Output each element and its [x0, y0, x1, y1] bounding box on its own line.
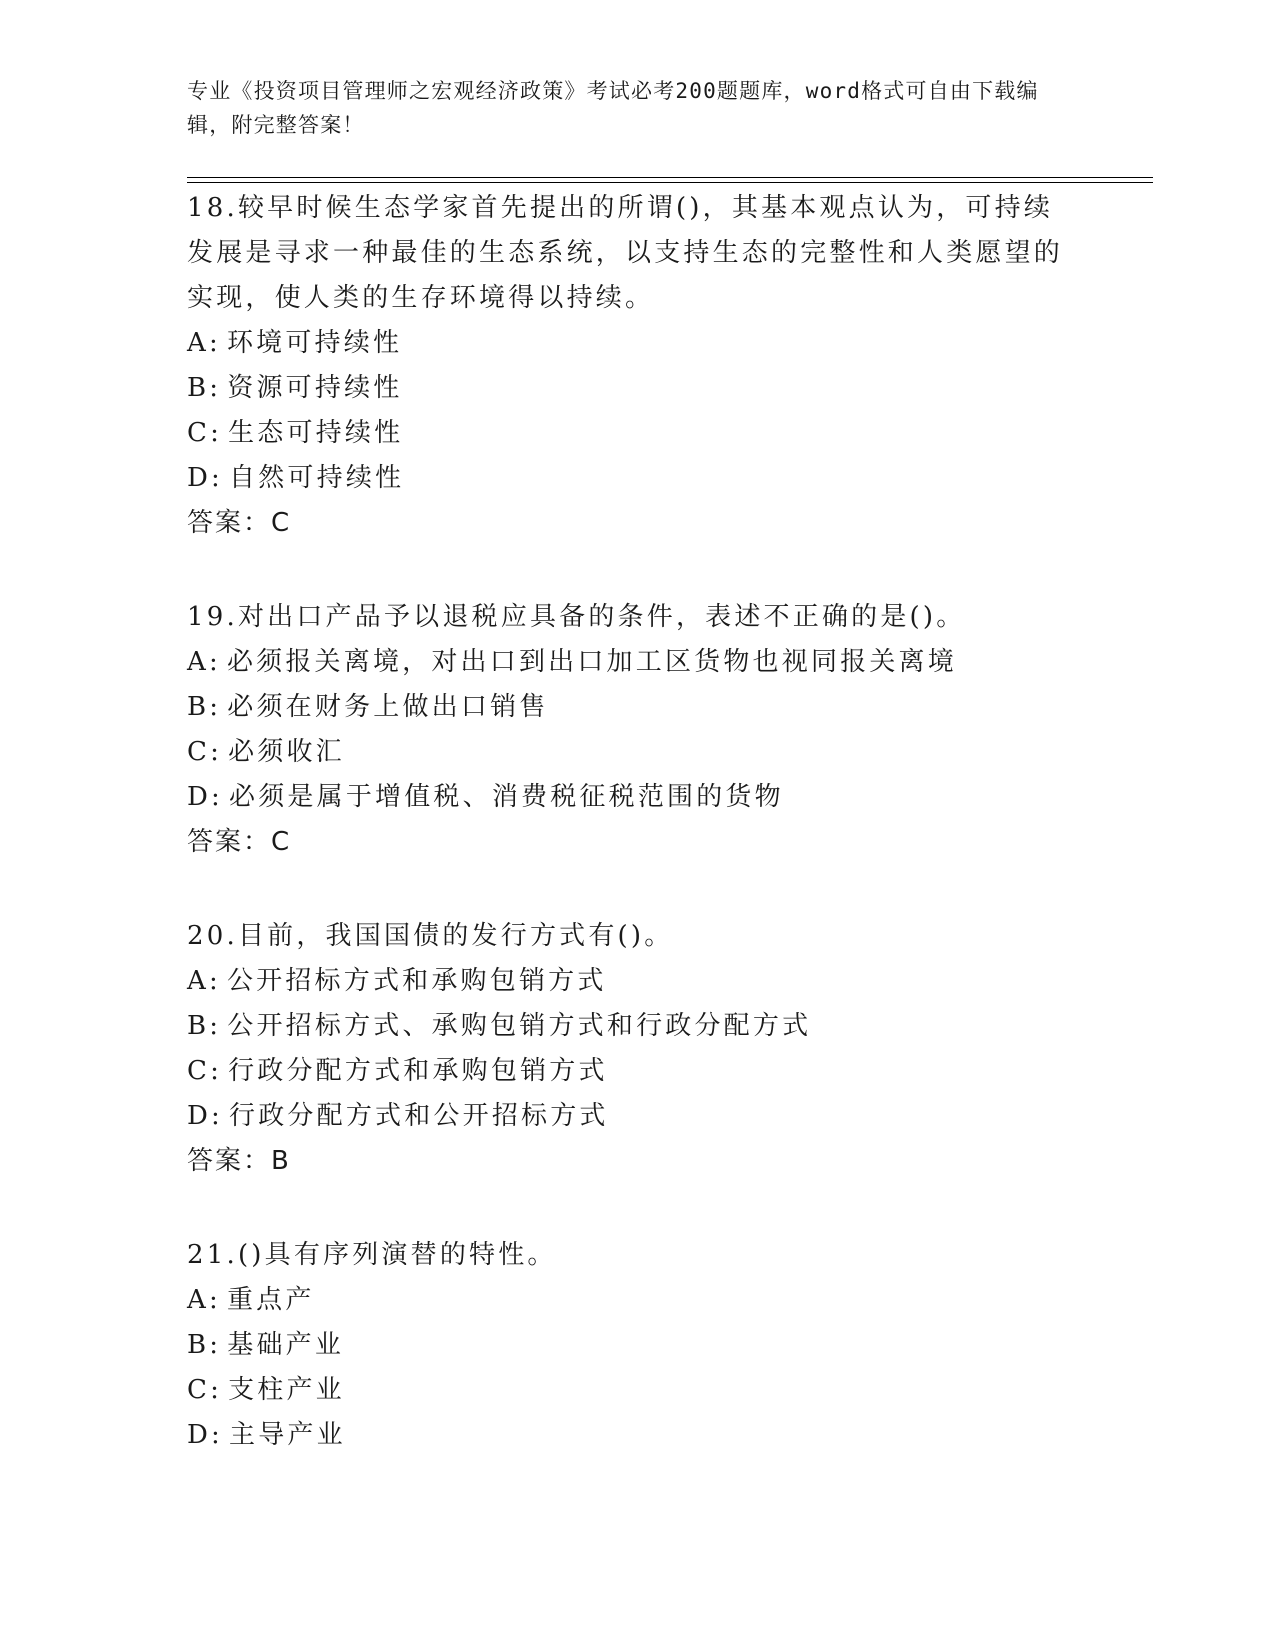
option-text: 基础产业 [227, 1330, 345, 1360]
option-a [187, 640, 1087, 685]
option-b [187, 1323, 1087, 1368]
option-letter: B: [187, 1330, 222, 1360]
option-c [187, 411, 1087, 456]
answer-line: 答案：C [187, 827, 292, 857]
option-text: 必须报关离境，对出口到出口加工区货物也视同报关离境 [226, 647, 957, 677]
option-text: 必须收汇 [228, 737, 345, 767]
option-text: 必须是属于增值税、消费税征税范围的货物 [229, 782, 784, 812]
option-letter: C: [187, 737, 223, 767]
option-d [187, 775, 1087, 820]
option-letter: C: [187, 1056, 223, 1086]
option-c [187, 1049, 1087, 1094]
option-letter: B: [187, 373, 222, 403]
option-c [187, 730, 1087, 775]
option-letter: B: [187, 692, 222, 722]
question-list [187, 186, 1087, 1507]
option-text: 行政分配方式和承购包销方式 [228, 1056, 608, 1086]
document-intro: 专业《投资项目管理师之宏观经济政策》考试必考200题题库，word格式可自由下载编辑，附完整答案！ [187, 79, 1039, 137]
question-stem: 21.()具有序列演替的特性。 [187, 1240, 557, 1270]
question-21 [187, 1233, 1087, 1458]
option-letter: A: [187, 328, 221, 358]
option-letter: D: [187, 1420, 224, 1450]
option-a [187, 321, 1087, 366]
option-d [187, 1413, 1087, 1458]
question-19 [187, 595, 1087, 865]
header-rule-top [187, 177, 1153, 178]
question-stem: 20.目前，我国国债的发行方式有()。 [187, 921, 674, 951]
option-a [187, 1278, 1087, 1323]
option-text: 主导产业 [229, 1420, 346, 1450]
option-text: 资源可持续性 [227, 373, 403, 403]
question-20 [187, 914, 1087, 1184]
option-letter: B: [187, 1011, 222, 1041]
option-text: 支柱产业 [228, 1375, 345, 1405]
option-text: 公开招标方式和承购包销方式 [226, 966, 607, 996]
option-letter: A: [187, 1285, 221, 1315]
option-text: 自然可持续性 [229, 463, 405, 493]
question-18 [187, 186, 1087, 546]
option-letter: A: [187, 966, 221, 996]
option-a [187, 959, 1087, 1004]
header-rule-bottom [187, 182, 1153, 183]
option-letter: D: [187, 463, 224, 493]
option-b [187, 1004, 1087, 1049]
option-d [187, 1094, 1087, 1139]
question-stem: 19.对出口产品予以退税应具备的条件，表述不正确的是()。 [187, 602, 966, 632]
question-stem: 18.较早时候生态学家首先提出的所谓()，其基本观点认为，可持续发展是寻求一种最佳的生态系统，以支持生态的完整性和人类愿望的实现，使人类的生存环境得以持续。 [187, 193, 1064, 313]
option-b [187, 685, 1087, 730]
option-letter: C: [187, 1375, 223, 1405]
option-d [187, 456, 1087, 501]
option-b [187, 366, 1087, 411]
answer-line: 答案：B [187, 1146, 291, 1176]
option-text: 行政分配方式和公开招标方式 [229, 1101, 609, 1131]
option-text: 必须在财务上做出口销售 [227, 692, 549, 722]
answer-line: 答案：C [187, 508, 292, 538]
option-letter: C: [187, 418, 223, 448]
option-text: 公开招标方式、承购包销方式和行政分配方式 [227, 1011, 812, 1041]
option-letter: D: [187, 782, 224, 812]
option-text: 环境可持续性 [226, 328, 403, 358]
option-letter: A: [187, 647, 221, 677]
option-letter: D: [187, 1101, 224, 1131]
option-c [187, 1368, 1087, 1413]
option-text: 生态可持续性 [228, 418, 404, 448]
option-text: 重点产 [226, 1285, 315, 1315]
